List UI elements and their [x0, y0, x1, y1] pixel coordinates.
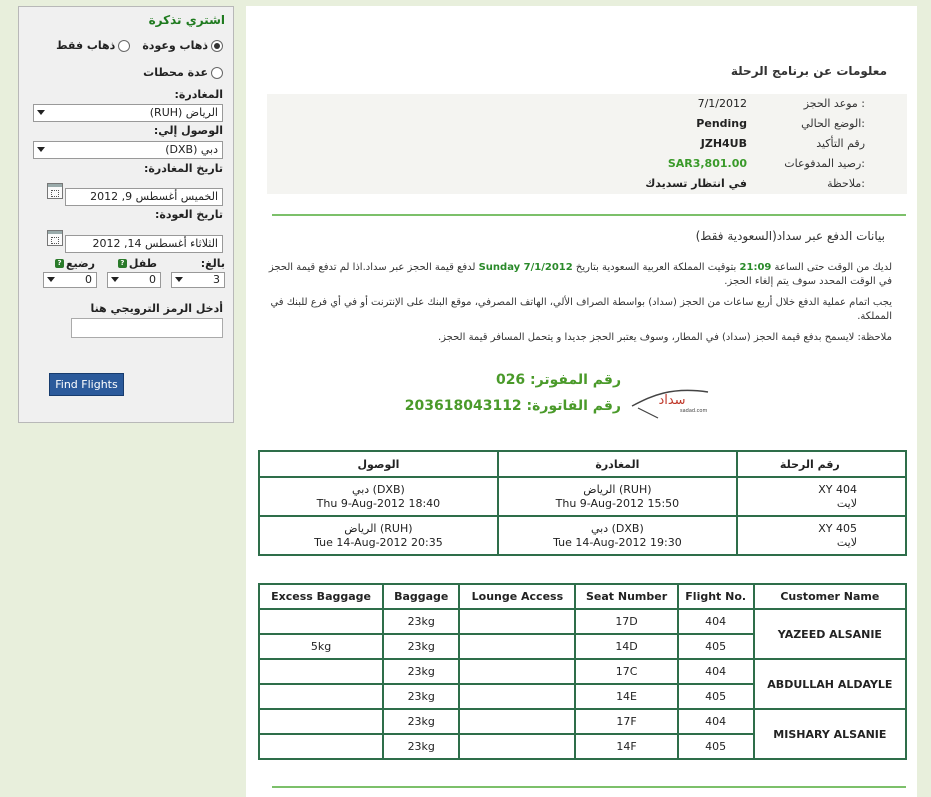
infant-label-text: رضيع: [66, 257, 95, 270]
child-value: 0: [149, 273, 156, 286]
return-date-value: الثلاثاء أغسطس 14, 2012: [92, 237, 218, 250]
seat-cell: 14F: [575, 734, 677, 759]
arrival-city: دبي (DXB): [352, 482, 405, 496]
sidebar-title: اشتري تذكرة: [148, 13, 225, 27]
info-key: رقم التأكيد: [816, 137, 865, 150]
depart-date-value: الخميس أغسطس 9, 2012: [90, 190, 218, 203]
return-date-label: تاريخ العودة:: [154, 208, 223, 221]
trip-type-row: [56, 39, 223, 52]
header-seat: Seat Number: [575, 584, 677, 609]
flights-table: [258, 450, 907, 556]
payment-text: بتوقيت المملكة العربية السعودية بتاريخ: [572, 262, 740, 273]
infant-value: 0: [85, 273, 92, 286]
fare-type: لايت: [836, 496, 857, 510]
radio-oneway[interactable]: [56, 39, 130, 52]
baggage-cell: 23kg: [383, 634, 459, 659]
departure-cell: [498, 516, 737, 555]
payment-text: لديك من الوقت حتى الساعة: [771, 262, 892, 273]
multi-row: [143, 66, 223, 79]
lounge-cell: [459, 709, 575, 734]
payment-text: لدفع قيمة الحجز عبر سداد.اذا لم تدفع قيمة الحجز في الوقت المحدد سوف يتم إلغاء الحجز.: [268, 262, 892, 287]
seat-cell: 17D: [575, 609, 677, 634]
info-panel: [267, 94, 907, 194]
departure-select[interactable]: [33, 104, 223, 122]
infant-select[interactable]: [43, 272, 97, 288]
header-flight-no: Flight No.: [678, 584, 754, 609]
arrival-cell: [259, 477, 498, 516]
chevron-down-icon[interactable]: [175, 277, 183, 282]
info-value: 7/1/2012: [697, 97, 747, 110]
seat-cell: 14E: [575, 684, 677, 709]
invoice-number: رقم الفاتورة: 203618043112: [404, 398, 621, 414]
radio-roundtrip-label: ذهاب وعودة: [142, 39, 208, 52]
sadad-logo-subtext: sadad.com: [680, 408, 708, 414]
chevron-down-icon[interactable]: [47, 277, 55, 282]
baggage-cell: 23kg: [383, 734, 459, 759]
divider: [272, 214, 906, 216]
flight-cell: 405: [678, 634, 754, 659]
info-value: JZH4UB: [700, 137, 747, 150]
table-row: [259, 609, 906, 634]
find-flights-button[interactable]: Find Flights: [49, 373, 124, 396]
header-departure: المغادرة: [498, 451, 737, 477]
departure-time: Tue 14-Aug-2012 19:30: [553, 535, 682, 549]
seat-cell: 17F: [575, 709, 677, 734]
lounge-cell: [459, 634, 575, 659]
radio-multi-label: عدة محطات: [143, 66, 208, 79]
depart-date-label: تاريخ المغادرة:: [144, 162, 223, 175]
child-label-text: طفل: [128, 257, 157, 270]
info-key: ملاحظة:: [827, 177, 865, 190]
lounge-cell: [459, 734, 575, 759]
payment-date: Sunday 7/1/2012: [478, 262, 573, 273]
excess-cell: [259, 609, 383, 634]
seat-cell: 17C: [575, 659, 677, 684]
passengers-table: [258, 583, 907, 760]
info-value: Pending: [696, 117, 747, 130]
promo-input[interactable]: [71, 318, 223, 338]
flight-cell: 405: [678, 734, 754, 759]
radio-unchecked-icon[interactable]: [211, 67, 223, 79]
departure-city: الرياض (RUH): [583, 482, 652, 496]
help-icon[interactable]: ?: [55, 259, 64, 268]
flight-cell: [737, 516, 906, 555]
info-value: في انتظار تسديدك: [645, 177, 747, 190]
chevron-down-icon[interactable]: [111, 277, 119, 282]
table-row: [259, 516, 906, 555]
flight-number: XY 405: [818, 521, 857, 535]
header-flight: رقم الرحلة: [737, 451, 906, 477]
payment-paragraph-3: ملاحظة: لايسمح بدفع قيمة الحجز (سداد) في المطار، وسوف يعتبر الحجز جديدا و يتحمل المسافر قيمة الحجز.: [437, 332, 892, 343]
info-key: رصيد المدفوعات:: [784, 157, 865, 170]
adult-label-text: بالغ:: [200, 257, 225, 270]
header-baggage: Baggage: [383, 584, 459, 609]
child-select[interactable]: [107, 272, 161, 288]
excess-cell: [259, 734, 383, 759]
calendar-icon[interactable]: [47, 183, 63, 199]
info-row-status: [267, 114, 907, 134]
customer-name: MISHARY ALSANIE: [754, 709, 906, 759]
flight-cell: [737, 477, 906, 516]
arrival-time: Tue 14-Aug-2012 20:35: [314, 535, 443, 549]
info-key: الوضع الحالي:: [801, 117, 865, 130]
arrival-time: Thu 9-Aug-2012 18:40: [316, 496, 441, 510]
customer-name: YAZEED ALSANIE: [754, 609, 906, 659]
excess-cell: [259, 709, 383, 734]
sadad-logo-text: سداد: [658, 393, 686, 408]
flight-cell: 404: [678, 659, 754, 684]
header-customer: Customer Name: [754, 584, 906, 609]
info-key: موعد الحجز :: [803, 97, 865, 110]
flight-cell: 404: [678, 609, 754, 634]
customer-name: ABDULLAH ALDAYLE: [754, 659, 906, 709]
table-row: [259, 659, 906, 684]
arrival-label: الوصول إلي:: [153, 124, 223, 137]
baggage-cell: 23kg: [383, 684, 459, 709]
radio-unchecked-icon[interactable]: [118, 40, 130, 52]
lounge-cell: [459, 684, 575, 709]
info-value: SAR3,801.00: [667, 157, 747, 170]
radio-roundtrip[interactable]: [142, 39, 223, 52]
payment-paragraph-2: يجب اتمام عملية الدفع خلال أربع ساعات من الحجز (سداد) بواسطة الصراف الألي، الهاتف المصرفي، موقع البنك على الإنترنت أو في أي فرع للبنك في المملكة.: [270, 297, 892, 322]
biller-number: رقم المفوتر: 026: [495, 372, 621, 388]
baggage-cell: 23kg: [383, 609, 459, 634]
flight-cell: 404: [678, 709, 754, 734]
arrival-value: دبي (DXB): [165, 143, 218, 156]
sadad-logo: [628, 378, 712, 420]
baggage-cell: 23kg: [383, 659, 459, 684]
return-date-input[interactable]: [65, 235, 223, 253]
payment-time: 21:09: [739, 262, 772, 273]
table-row: [259, 709, 906, 734]
flight-cell: 405: [678, 684, 754, 709]
excess-cell: [259, 684, 383, 709]
excess-cell: 5kg: [259, 634, 383, 659]
arrival-cell: [259, 516, 498, 555]
radio-multi[interactable]: [143, 66, 223, 79]
help-icon[interactable]: ?: [118, 259, 127, 268]
info-row-note: [267, 174, 907, 194]
baggage-cell: 23kg: [383, 709, 459, 734]
header-excess-baggage: Excess Baggage: [259, 584, 383, 609]
adult-select[interactable]: [171, 272, 225, 288]
departure-label: المغادرة:: [174, 88, 223, 101]
header-lounge: Lounge Access: [459, 584, 575, 609]
arrival-select[interactable]: [33, 141, 223, 159]
info-row-confirmation: [267, 134, 907, 154]
lounge-cell: [459, 659, 575, 684]
booking-sidebar: [18, 6, 234, 423]
chevron-down-icon[interactable]: [37, 110, 45, 115]
infant-label: [55, 257, 95, 270]
child-label: [118, 257, 157, 270]
calendar-icon[interactable]: [47, 230, 63, 246]
flight-number: XY 404: [818, 482, 857, 496]
promo-label: أدخل الرمز الترويجي هنا: [90, 302, 223, 315]
chevron-down-icon[interactable]: [37, 147, 45, 152]
header-arrival: الوصول: [259, 451, 498, 477]
depart-date-input[interactable]: [65, 188, 223, 206]
seat-cell: 14D: [575, 634, 677, 659]
lounge-cell: [459, 609, 575, 634]
arrival-city: الرياض (RUH): [344, 521, 413, 535]
flights-header-row: [259, 451, 906, 477]
payment-paragraph-1: [268, 261, 892, 289]
table-row: [259, 477, 906, 516]
departure-time: Thu 9-Aug-2012 15:50: [555, 496, 680, 510]
fare-type: لايت: [836, 535, 857, 549]
divider: [272, 786, 906, 788]
excess-cell: [259, 659, 383, 684]
passengers-header-row: [259, 584, 906, 609]
adult-value: 3: [213, 273, 220, 286]
departure-value: الرياض (RUH): [149, 106, 218, 119]
adult-label: [201, 257, 225, 270]
info-title: معلومات عن برنامج الرحلة: [730, 64, 887, 78]
info-row-balance: [267, 154, 907, 174]
radio-checked-icon[interactable]: [211, 40, 223, 52]
departure-city: دبي (DXB): [591, 521, 644, 535]
info-row-date: [267, 94, 907, 114]
departure-cell: [498, 477, 737, 516]
payment-title: بيانات الدفع عبر سداد(السعودية فقط): [695, 229, 885, 243]
radio-oneway-label: ذهاب فقط: [56, 39, 116, 52]
